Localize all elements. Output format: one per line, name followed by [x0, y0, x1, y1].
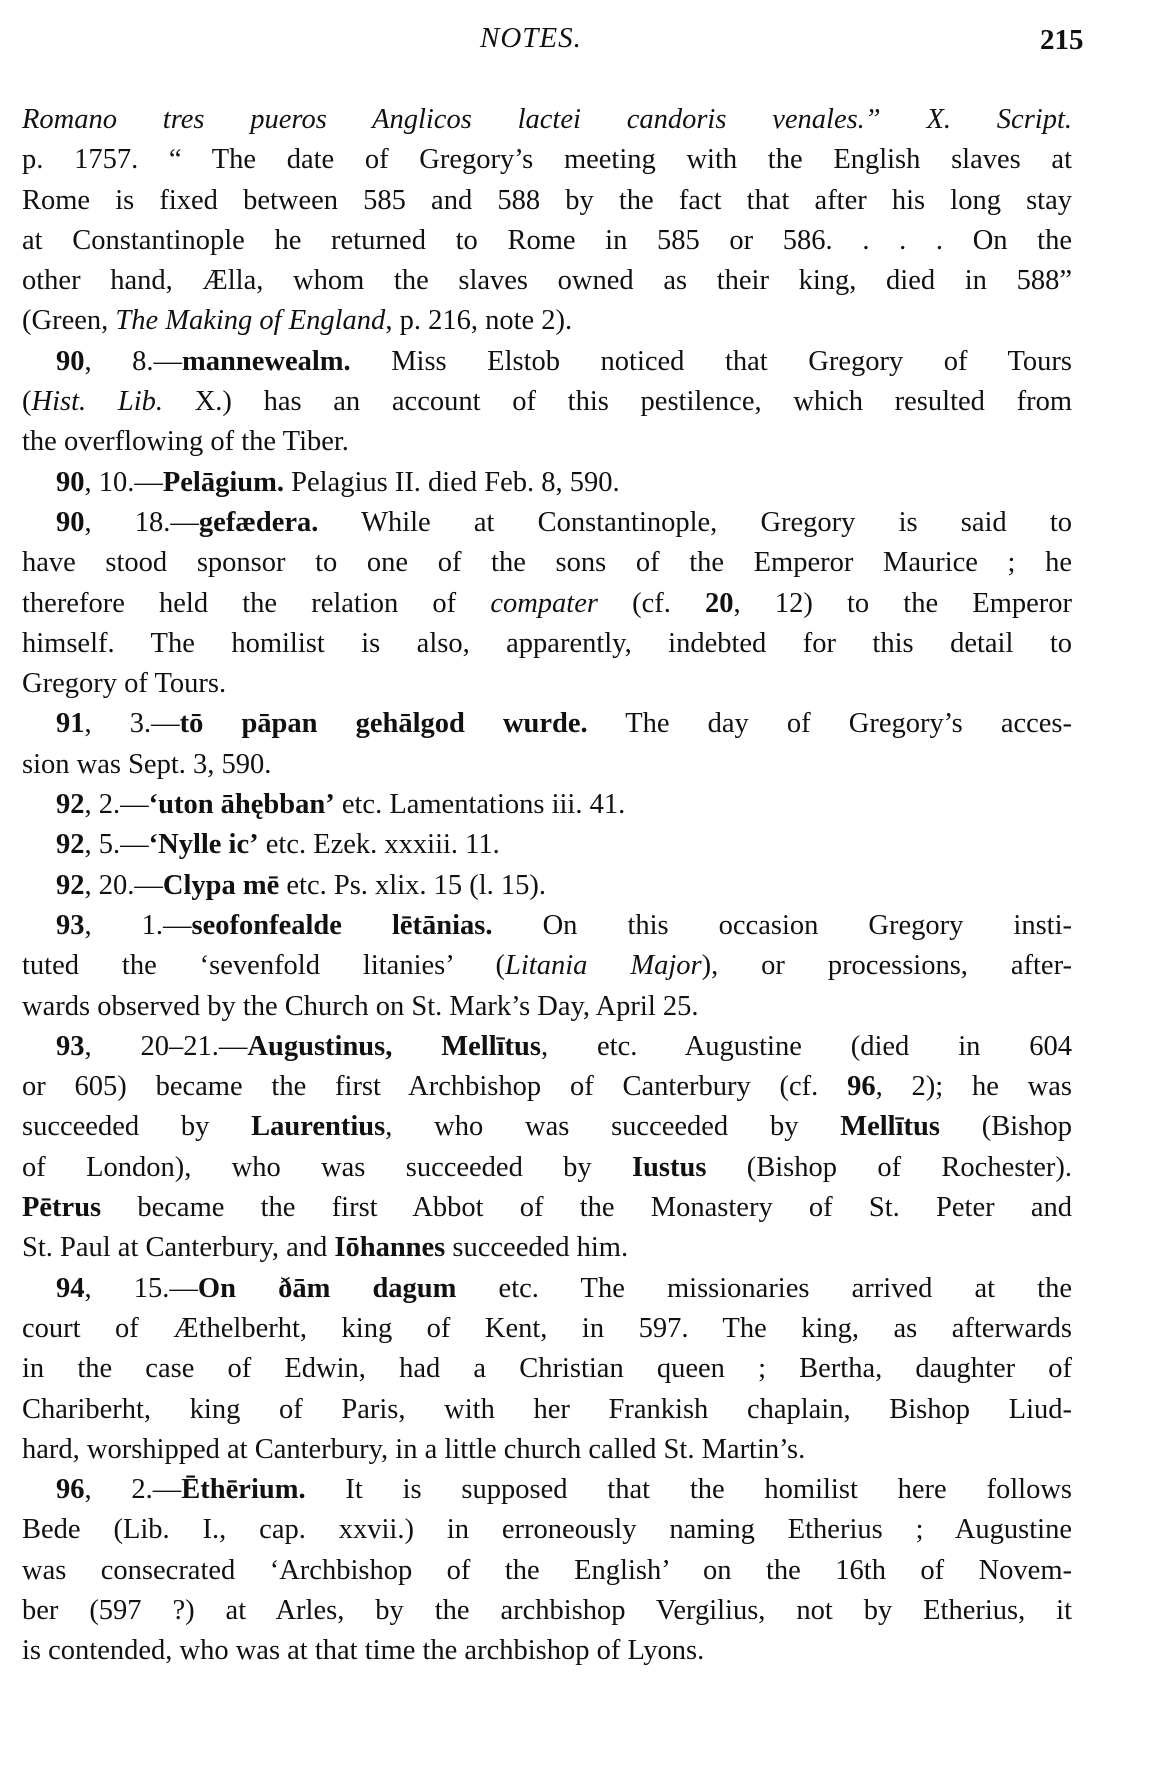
text-span: , 2.— [84, 1474, 182, 1506]
text-span: ( [22, 386, 32, 418]
text-span: the overflowing of the Tiber. [22, 426, 349, 458]
text-span: (Bishop [939, 1111, 1072, 1143]
text-span: Pelagius II. died Feb. 8, 590. [284, 466, 620, 498]
note-entry-line [22, 785, 1072, 825]
text-line [22, 745, 1072, 785]
page-header [0, 22, 1158, 62]
text-span: Gregory of Tours. [22, 668, 227, 700]
bold-text: 92 [56, 789, 85, 821]
text-line [22, 181, 1072, 221]
text-span: On this occasion Gregory insti- [492, 909, 1072, 941]
text-span: Bede (Lib. I., cap. xxvii.) in erroneously naming Etherius ; Augustine [22, 1514, 1072, 1546]
bold-text: Pelāgium. [162, 466, 284, 498]
text-span: , 2.— [84, 789, 149, 821]
text-span: (Green, [22, 305, 116, 337]
text-span: , 12) to the Emperor [733, 587, 1072, 619]
text-span: tuted the ‘sevenfold litanies’ ( [22, 950, 506, 982]
bold-text: 93 [56, 1030, 85, 1062]
note-entry-line [22, 342, 1072, 382]
bold-text: 92 [56, 869, 85, 901]
text-line [22, 1228, 1072, 1268]
bold-text: Laurentius [251, 1111, 386, 1143]
text-line [22, 140, 1072, 180]
bold-text: Ēthērium. [181, 1474, 306, 1506]
bold-text: Iōhannes [334, 1232, 446, 1264]
bold-text: Clypa mē [162, 869, 280, 901]
text-line [22, 987, 1072, 1027]
bold-text: On ðām dagum [197, 1272, 457, 1304]
text-span: of London), who was succeeded by [22, 1151, 632, 1183]
note-entry-line [22, 463, 1072, 503]
text-line [22, 261, 1072, 301]
text-span: Miss Elstob noticed that Gregory of Tours [350, 345, 1073, 377]
note-entry-line [22, 503, 1072, 543]
bold-text: 90 [56, 506, 85, 538]
text-line [22, 1390, 1072, 1430]
italic-text: compater [490, 587, 598, 619]
bold-text: gefædera. [198, 506, 319, 538]
italic-text: The Making of England [115, 305, 386, 337]
bold-text: Mellītus [840, 1111, 940, 1143]
bold-text: tō pāpan gehālgod wurde. [179, 708, 588, 740]
bold-text: Pētrus [22, 1192, 102, 1224]
text-line [22, 1510, 1072, 1550]
text-line [22, 1430, 1072, 1470]
note-entry-line [22, 1470, 1072, 1510]
text-line [22, 946, 1072, 986]
bold-text: 94 [56, 1272, 85, 1304]
text-span: , 1.— [84, 909, 192, 941]
bold-text: ‘Nylle ic’ [148, 829, 259, 861]
text-line [22, 1107, 1072, 1147]
text-span: etc. The missionaries arrived at the [456, 1272, 1072, 1304]
text-span: is contended, who was at that time the archbishop of Lyons. [22, 1635, 705, 1667]
text-line [22, 1309, 1072, 1349]
text-span: Rome is fixed between 585 and 588 by the fact that after his long stay [22, 184, 1072, 216]
text-span: Chariberht, king of Paris, with her Frankish chaplain, Bishop Liud- [22, 1393, 1072, 1425]
bold-text: 91 [56, 708, 85, 740]
text-span: , 20.— [84, 869, 163, 901]
note-entry-line [22, 704, 1072, 744]
text-span: It is supposed that the homilist here follows [305, 1474, 1072, 1506]
italic-text: Litania Major [505, 950, 702, 982]
text-span: , 18.— [84, 506, 199, 538]
bold-text: 93 [56, 909, 85, 941]
text-span: While at Constantinople, Gregory is said to [318, 506, 1073, 538]
bold-text: 96 [847, 1071, 876, 1103]
text-span: , 2); he was [875, 1071, 1072, 1103]
text-span: succeeded him. [445, 1232, 629, 1264]
bold-text: 92 [56, 829, 85, 861]
bold-text: Augustinus, Mellītus [247, 1030, 541, 1062]
text-line [22, 664, 1072, 704]
text-span: have stood sponsor to one of the sons of the Emperor Maurice ; he [22, 547, 1072, 579]
bold-text: mannewealm. [182, 345, 351, 377]
text-span: , 3.— [84, 708, 180, 740]
notes-body [22, 100, 1072, 1672]
page-number: 215 [1040, 24, 1084, 56]
text-span: , 15.— [84, 1272, 198, 1304]
text-span: in the case of Edwin, had a Christian queen ; Bertha, daughter of [22, 1353, 1072, 1385]
text-span: court of Æthelberht, king of Kent, in 597. The king, as afterwards [22, 1312, 1072, 1344]
bold-text: ‘uton āhębban’ [148, 789, 335, 821]
italic-text: Romano tres pueros Anglicos lactei candoris venales.” [22, 104, 881, 135]
text-line [22, 301, 1072, 341]
bold-text: Iustus [631, 1151, 707, 1183]
text-span: succeeded by [22, 1111, 252, 1143]
text-span: sion was Sept. 3, 590. [22, 748, 272, 780]
text-line [22, 382, 1072, 422]
text-span: , etc. Augustine (died in 604 [541, 1030, 1073, 1062]
note-entry-line [22, 1027, 1072, 1067]
text-line [22, 1551, 1072, 1591]
text-span: etc. Ezek. xxxiii. 11. [258, 829, 500, 861]
bold-text: 20 [705, 587, 734, 619]
text-span: , 8.— [84, 345, 183, 377]
text-line [22, 100, 1072, 140]
note-entry-line [22, 1269, 1072, 1309]
text-line [22, 221, 1072, 261]
text-line [22, 543, 1072, 583]
text-line [22, 1148, 1072, 1188]
text-span: (Bishop of Rochester). [706, 1151, 1072, 1183]
text-span: or 605) became the first Archbishop of Canterbury (cf. [22, 1071, 848, 1103]
text-line [22, 1349, 1072, 1389]
text-span: etc. Lamentations iii. 41. [334, 789, 626, 821]
text-span: became the first Abbot of the Monastery of St. Peter and [101, 1192, 1072, 1224]
note-entry-line [22, 906, 1072, 946]
text-span: himself. The homilist is also, apparently, indebted for this detail to [22, 627, 1072, 659]
text-span [881, 104, 927, 135]
bold-text: 96 [56, 1474, 85, 1506]
text-span: X.) has an account of this pestilence, which resulted from [162, 386, 1072, 418]
text-span: St. Paul at Canterbury, and [22, 1232, 335, 1264]
text-span: ber (597 ?) at Arles, by the archbishop Vergilius, not by Etherius, it [22, 1594, 1072, 1626]
text-span: p. 1757. “ The date of Gregory’s meeting with the English slaves at [22, 144, 1072, 176]
note-entry-line [22, 866, 1072, 906]
text-span: (cf. [597, 587, 706, 619]
text-line [22, 584, 1072, 624]
text-span: , p. 216, note 2). [385, 305, 573, 337]
text-span: , 10.— [84, 466, 163, 498]
text-span: hard, worshipped at Canterbury, in a little church called St. Martin’s. [22, 1433, 806, 1465]
text-span: at Constantinople he returned to Rome in 585 or 586. . . . On the [22, 224, 1072, 256]
bold-text: 90 [56, 345, 85, 377]
text-span: was consecrated ‘Archbishop of the English’ on the 16th of Novem- [22, 1554, 1072, 1586]
text-span: other hand, Ælla, whom the slaves owned as their king, died in 588” [22, 265, 1072, 297]
text-span: , 20–21.— [84, 1030, 248, 1062]
text-span: , who was succeeded by [385, 1111, 841, 1143]
italic-text: Hist. Lib. [31, 386, 163, 418]
text-span: therefore held the relation of [22, 587, 491, 619]
text-line [22, 1188, 1072, 1228]
text-span: , 5.— [84, 829, 149, 861]
bold-text: 90 [56, 466, 85, 498]
text-span: etc. Ps. xlix. 15 (l. 15). [279, 869, 547, 901]
italic-text: X. Script. [926, 104, 1072, 135]
text-line [22, 624, 1072, 664]
running-head: NOTES. [480, 22, 582, 54]
bold-text: seofonfealde lētānias. [191, 909, 493, 941]
note-entry-line [22, 825, 1072, 865]
text-line [22, 1067, 1072, 1107]
text-line [22, 1591, 1072, 1631]
text-span: The day of Gregory’s acces- [587, 708, 1072, 740]
text-line [22, 422, 1072, 462]
text-line [22, 1631, 1072, 1671]
text-span: ), or processions, after- [701, 950, 1072, 982]
text-span: wards observed by the Church on St. Mark’s Day, April 25. [22, 990, 699, 1022]
